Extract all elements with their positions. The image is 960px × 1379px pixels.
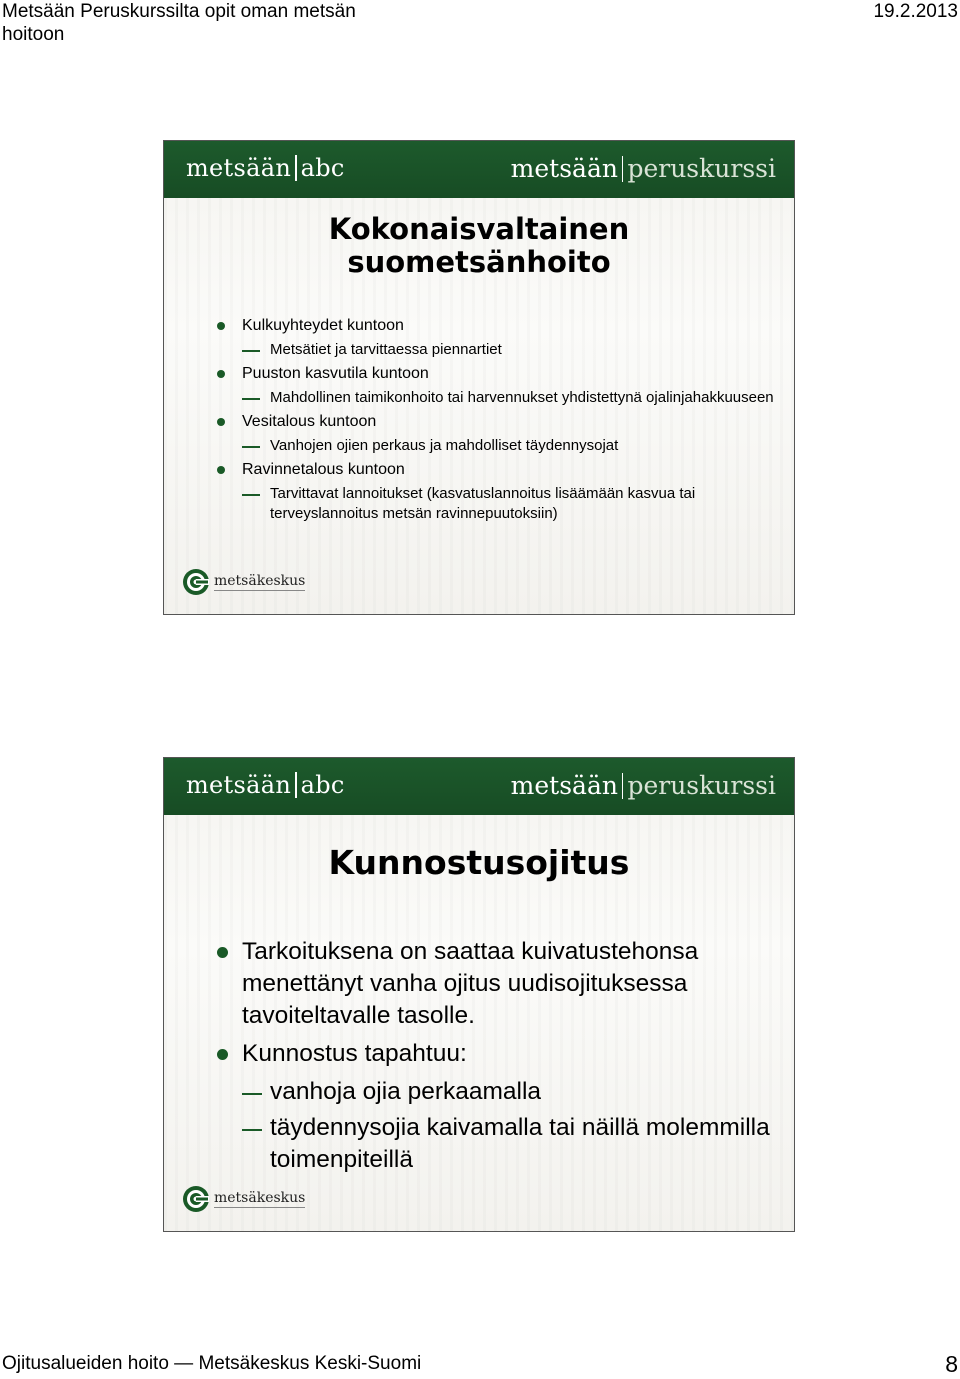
- bullet-dot-icon: [217, 322, 225, 330]
- metsaan-peruskurssi-logo: metsään peruskurssi: [510, 154, 776, 183]
- bullet-dot-icon: [217, 418, 225, 426]
- bullet-dot-icon: [217, 947, 228, 958]
- slide-title: Kokonaisvaltainen suometsänhoito: [328, 212, 630, 279]
- bullet-item: Kulkuyhteydet kuntoon: [214, 316, 774, 336]
- dash-icon: [242, 350, 260, 352]
- bullet-item: Tarkoituksena on saattaa kuivatustehonsa menettänyt vanha ojitus uudisojituksessa tavoiteltavalle tasolle.: [214, 936, 774, 1032]
- footer-text: Ojitusalueiden hoito — Metsäkeskus Keski-Suomi: [2, 1353, 422, 1374]
- slide-title: Kunnostusojitus: [328, 843, 630, 882]
- bullet-list: [214, 936, 774, 1180]
- bullet-dot-icon: [217, 1049, 228, 1060]
- dash-icon: [242, 494, 260, 496]
- bullet-dot-icon: [217, 370, 225, 378]
- dash-icon: [242, 446, 260, 448]
- metsakeskus-logo: metsäkeskus: [182, 566, 305, 598]
- dash-icon: [242, 1093, 262, 1095]
- sub-bullet-item: Vanhojen ojien perkaus ja mahdolliset täydennysojat: [214, 436, 774, 456]
- metsakeskus-mark-icon: [182, 568, 210, 596]
- dash-icon: [242, 1129, 262, 1131]
- metsaan-abc-logo: metsään abc: [186, 154, 345, 182]
- dash-icon: [242, 398, 260, 400]
- bullet-dot-icon: [217, 466, 225, 474]
- sub-bullet-item: Metsätiet ja tarvittaessa piennartiet: [214, 340, 774, 360]
- sub-bullet-item: Mahdollinen taimikonhoito tai harvennukset yhdistettynä ojalinjahakkuuseen: [214, 388, 774, 408]
- slide-1: [163, 140, 795, 615]
- slide-banner: [164, 141, 794, 198]
- document-title: Metsään Peruskurssilta opit oman metsän hoitoon: [2, 1, 356, 45]
- page-footer: [2, 1352, 958, 1378]
- bullet-item: Ravinnetalous kuntoon: [214, 460, 774, 480]
- metsakeskus-mark-icon: [182, 1185, 210, 1213]
- page-header: [2, 0, 958, 50]
- metsaan-abc-logo: metsään abc: [186, 771, 345, 799]
- bullet-item: Kunnostus tapahtuu:: [214, 1038, 774, 1070]
- slide-2: [163, 757, 795, 1232]
- bullet-item: Vesitalous kuntoon: [214, 412, 774, 432]
- slide-banner: [164, 758, 794, 815]
- metsakeskus-logo: metsäkeskus: [182, 1183, 305, 1215]
- sub-bullet-item: täydennysojia kaivamalla tai näillä molemmilla toimenpiteillä: [214, 1112, 774, 1176]
- sub-bullet-item: vanhoja ojia perkaamalla: [214, 1076, 774, 1108]
- sub-bullet-item: Tarvittavat lannoitukset (kasvatuslannoitus lisäämään kasvua tai terveyslannoitus metsän ravinnepuutoksiin): [214, 484, 774, 524]
- bullet-list: [214, 316, 774, 528]
- metsaan-peruskurssi-logo: metsään peruskurssi: [510, 771, 776, 800]
- page-number: 8: [945, 1351, 958, 1377]
- document-date: 19.2.2013: [873, 1, 958, 22]
- bullet-item: Puuston kasvutila kuntoon: [214, 364, 774, 384]
